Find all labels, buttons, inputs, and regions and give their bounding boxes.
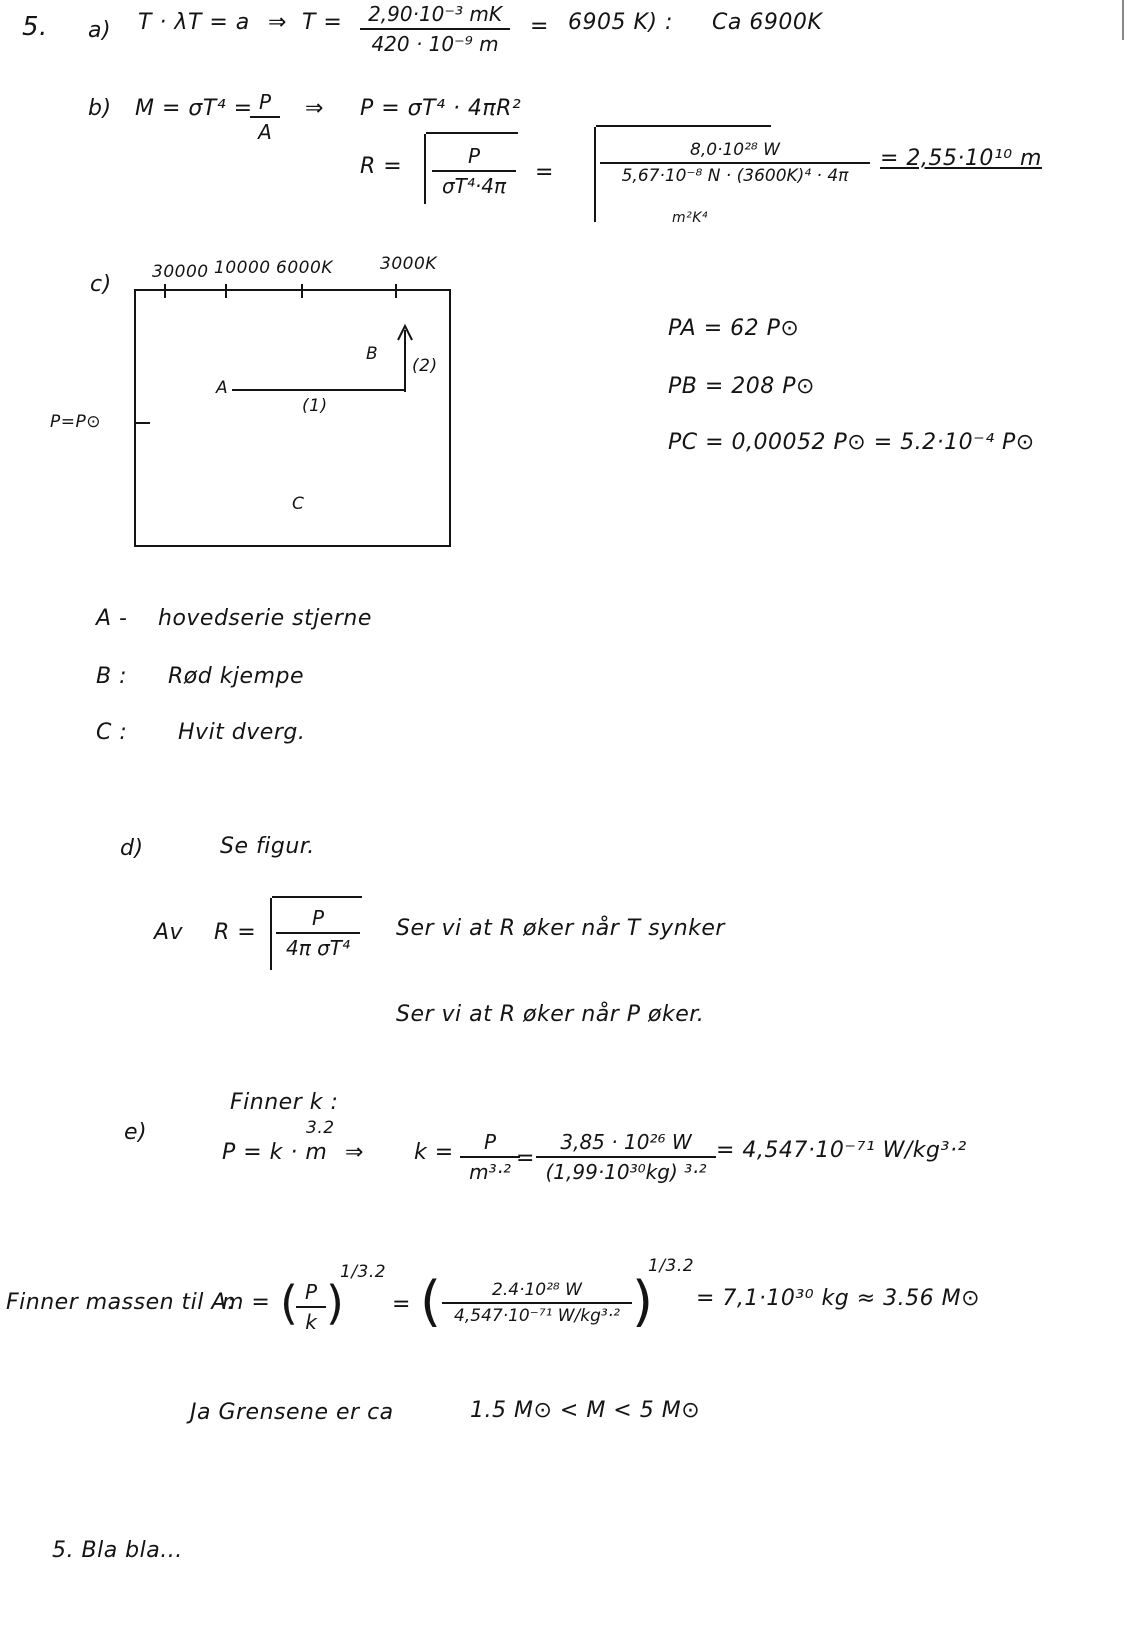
p-over-a-den: A <box>258 120 272 144</box>
stefan-boltzmann-eq: M = σT⁴ = <box>135 96 253 121</box>
legend-a-text: hovedserie stjerne <box>158 606 372 631</box>
k-result: = 4,547·10⁻⁷¹ W/kg³·² <box>716 1138 967 1163</box>
wien-law: T · λT = a <box>138 10 250 35</box>
open-paren-1: ( <box>280 1276 299 1330</box>
point-b-label: B <box>366 344 379 364</box>
sqrt1-den: σT⁴·4π <box>441 174 507 198</box>
point-a-label: A <box>216 378 229 398</box>
radius-result: = 2,55·10¹⁰ m <box>880 146 1042 171</box>
k-fraction <box>460 1130 520 1184</box>
temperature-result: 6905 K) : <box>568 10 673 35</box>
equals-sign-e: = <box>516 1146 535 1171</box>
temp-tick-3000: 3000K <box>380 254 437 274</box>
part-b-label: b) <box>88 96 112 121</box>
temp-tick-6000: 6000K <box>276 258 333 278</box>
open-paren-2: ( <box>420 1270 442 1333</box>
k-frac-num: P <box>460 1130 520 1158</box>
mass-value-fraction <box>442 1280 632 1326</box>
radius-unit: m²K⁴ <box>672 210 709 226</box>
luminosity-b: PB = 208 P⊙ <box>668 374 815 399</box>
part-a-label: a) <box>88 18 112 43</box>
luminosity-a: PA = 62 P⊙ <box>668 316 800 341</box>
p-over-k-den: k <box>305 1310 317 1334</box>
next-problem-stub: 5. Bla bla... <box>52 1538 183 1563</box>
wien-denominator: 420 · 10⁻⁹ m <box>371 32 499 56</box>
legend-a-key: A - <box>96 606 128 631</box>
d-r-lhs: R = <box>214 920 257 945</box>
mass-lhs: m = <box>222 1290 271 1315</box>
sqrt3-num: P <box>276 906 360 934</box>
legend-b-key: B : <box>96 664 127 689</box>
point-c-label: C <box>292 494 305 514</box>
mass-result: = 7,1·10³⁰ kg ≈ 3.56 M⊙ <box>696 1286 981 1311</box>
part-c-label: c) <box>90 272 112 297</box>
path-2-label: (2) <box>412 356 438 376</box>
sqrt-fraction-3 <box>276 906 360 960</box>
implies-arrow-b: ⇒ <box>305 96 324 121</box>
legend-b-text: Rød kjempe <box>168 664 305 689</box>
d-note-1: Ser vi at R øker når T synker <box>396 916 725 941</box>
close-paren-1: ) <box>326 1276 345 1330</box>
close-paren-2: ) <box>632 1270 654 1333</box>
limits-prefix: Ja Grensene er ca <box>190 1400 394 1425</box>
legend-c-text: Hvit dverg. <box>178 720 306 745</box>
see-figure: Se figur. <box>220 834 315 859</box>
k-frac-den: m³·² <box>469 1160 511 1184</box>
temp-tick-30000: 30000 <box>152 262 209 282</box>
r-lhs: R = <box>360 154 403 179</box>
wien-numerator: 2,90·10⁻³ mK <box>360 2 510 30</box>
sqrt-bar-3 <box>272 896 362 898</box>
temperature-approx: Ca 6900K <box>712 10 823 35</box>
t-lhs: T = <box>302 10 343 35</box>
sun-luminosity-label: P=P⊙ <box>50 412 101 432</box>
k-lhs: k = <box>414 1140 454 1165</box>
implies-arrow: ⇒ <box>268 10 287 35</box>
find-k: Finner k : <box>230 1090 339 1115</box>
d-note-2: Ser vi at R øker når P øker. <box>396 1002 705 1027</box>
p-over-k <box>296 1280 326 1334</box>
problem-number: 5. <box>22 12 48 42</box>
part-d-label: d) <box>120 836 144 861</box>
equals-sign-b: = <box>535 160 554 185</box>
sqrt3-den: 4π σT⁴ <box>285 936 351 960</box>
sqrt1-num: P <box>432 144 516 172</box>
k-value-den: (1,99·10³⁰kg) ³·² <box>545 1160 707 1184</box>
mass-exponent-2: 1/3.2 <box>648 1256 695 1276</box>
find-mass-label: Finner massen til A: <box>6 1290 236 1315</box>
k-value-fraction <box>536 1130 716 1184</box>
luminosity-c: PC = 0,00052 P⊙ = 5.2·10⁻⁴ P⊙ <box>668 430 1035 455</box>
legend-c-key: C : <box>96 720 128 745</box>
mass-value-num: 2.4·10²⁸ W <box>442 1280 632 1304</box>
mass-exponent-1: 1/3.2 <box>340 1262 387 1282</box>
temp-tick-10000: 10000 <box>214 258 271 278</box>
mass-value-den: 4,547·10⁻⁷¹ W/kg³·² <box>454 1306 620 1326</box>
implies-arrow-e: ⇒ <box>345 1140 364 1165</box>
sqrt-stem-3 <box>270 898 272 970</box>
k-value-num: 3,85 · 10²⁶ W <box>536 1130 716 1158</box>
part-e-label: e) <box>124 1120 148 1145</box>
radius-denominator: 5,67·10⁻⁸ N · (3600K)⁴ · 4π <box>621 166 849 186</box>
mass-limits: 1.5 M⊙ < M < 5 M⊙ <box>470 1398 701 1423</box>
p-over-k-num: P <box>296 1280 326 1308</box>
path-1-label: (1) <box>302 396 328 416</box>
d-and: Av <box>154 920 184 945</box>
radius-numerator: 8,0·10²⁸ W <box>600 140 870 164</box>
equals-sign-m: = <box>392 1292 411 1317</box>
relation-exponent: 3.2 <box>306 1118 335 1138</box>
p-over-a-num: P <box>250 90 280 118</box>
mass-luminosity-relation: P = k · m <box>222 1140 328 1165</box>
equals-sign: = <box>530 14 549 39</box>
power-equation: P = σT⁴ · 4πR² <box>360 96 522 121</box>
